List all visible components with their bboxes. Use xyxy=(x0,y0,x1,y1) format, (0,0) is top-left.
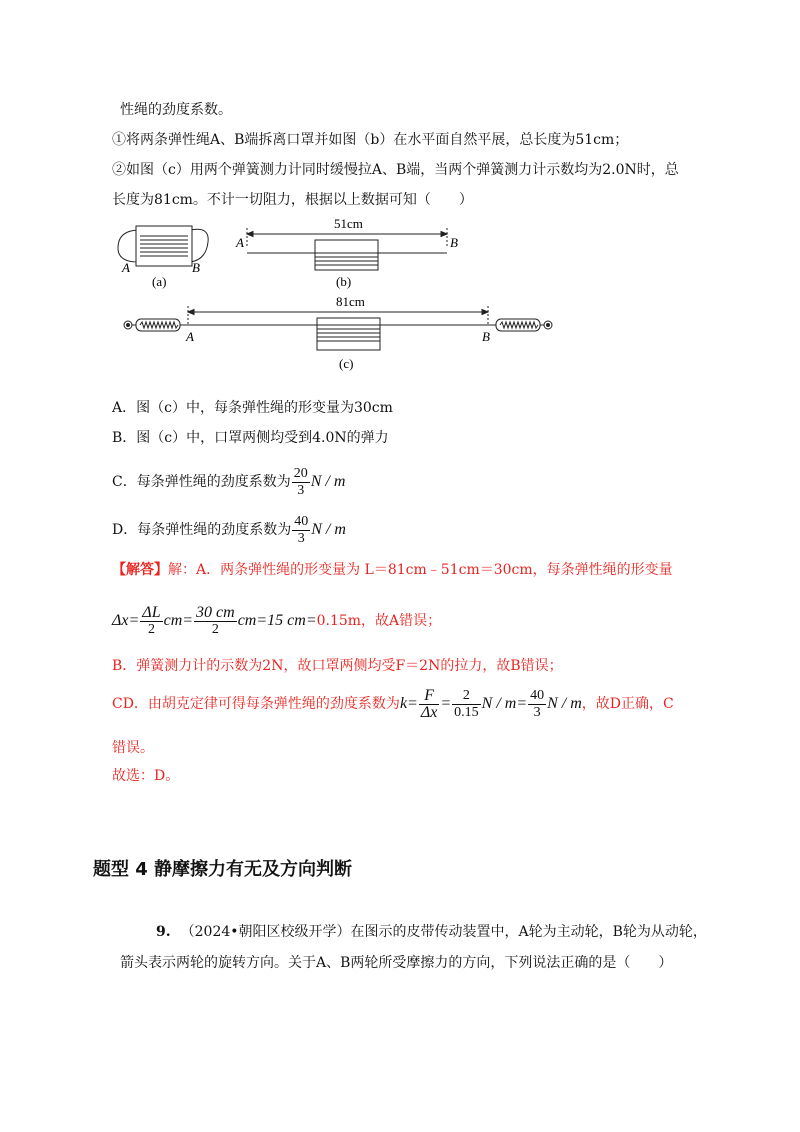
option-d-fraction xyxy=(292,514,310,547)
figure-b-mask xyxy=(247,240,447,270)
formula-den-015: 0.15 xyxy=(454,704,479,720)
option-a: A．图（c）中，每条弹性绳的形变量为30cm xyxy=(112,400,393,416)
option-c-fraction xyxy=(292,466,310,499)
answer-tag: 【解答】 xyxy=(112,562,168,578)
option-d-den: 3 xyxy=(297,530,305,546)
answer-line-1 xyxy=(112,560,673,580)
intro-step-2a: ②如图（c）用两个弹簧测力计同时缓慢拉A、B端，当两个弹簧测力计示数均为2.0N时，总 xyxy=(112,162,679,178)
figure-c-length: 81cm xyxy=(336,294,365,309)
formula-2-over-015 xyxy=(452,688,481,721)
figure-b-label-a: A xyxy=(236,235,244,250)
option-b: B．图（c）中，口罩两侧均受到4.0N的弹力 xyxy=(112,430,389,446)
answer-formula-1: Δx= $\frac{\Delta L}{2}$ cm= $\frac{30 cm}{2}$ cm=15 cm=0.15m，故A错误； xyxy=(112,603,442,637)
option-c-text: C．每条弹性绳的劲度系数为 xyxy=(112,474,291,490)
figure-a-label-a: A xyxy=(122,260,130,275)
figure-a-caption: (a) xyxy=(152,274,167,289)
answer-line-4-head: CD．由胡克定律可得每条弹性绳的劲度系数为 xyxy=(112,696,400,712)
formula-30cm-over-2 xyxy=(194,605,237,638)
formula-k: k xyxy=(399,695,408,712)
formula-30cm: 30 cm xyxy=(196,603,235,621)
formula-two-b: 2 xyxy=(211,621,219,637)
formula-dx: Δx xyxy=(112,612,129,629)
answer-line-4: CD．由胡克定律可得每条弹性绳的劲度系数为k= $\frac{F}{\Delta x}$ = $\frac{2}{0.15}$ N / m= $\frac{40}{3}$ N / m，故D正确，C xyxy=(112,686,674,721)
option-d xyxy=(112,510,346,550)
formula-cm-a: cm xyxy=(163,612,183,629)
answer-line-5: 错误。 xyxy=(112,740,154,756)
formula-40-over-3 xyxy=(528,688,546,721)
formula-num-40: 40 xyxy=(530,687,545,703)
question-9-line-2: 箭头表示两轮的旋转方向。关于A、B两轮所受摩擦力的方向，下列说法正确的是（ ） xyxy=(120,955,673,971)
answer-line-3: B．弹簧测力计的示数为2N，故口罩两侧均受F＝2N的拉力，故B错误； xyxy=(112,658,563,674)
formula-den-3: 3 xyxy=(533,704,541,720)
option-c-num: 20 xyxy=(293,465,308,481)
figure-b-length: 51cm xyxy=(334,216,363,231)
left-spring-scale xyxy=(124,319,188,331)
answer-line-2-tail: 0.15m，故A错误； xyxy=(316,613,442,629)
answer-line-6: 故选：D。 xyxy=(112,768,180,784)
figure-b-label-b: B xyxy=(450,235,458,250)
formula-dl-over-2 xyxy=(140,605,162,638)
figure-c-mask xyxy=(188,318,488,350)
formula-f-over-dx xyxy=(419,688,440,721)
formula-15cm: 15 cm xyxy=(267,612,306,629)
figure-c-label-b: B xyxy=(482,329,490,344)
formula-unit-b: N / m xyxy=(547,695,582,712)
formula-cm-b: cm xyxy=(237,612,257,629)
figure-c-caption: (c) xyxy=(339,356,354,371)
formula-num-2: 2 xyxy=(452,688,481,705)
mask-spring-figure xyxy=(110,212,590,382)
formula-dl: ΔL xyxy=(142,603,161,621)
option-d-unit: N / m xyxy=(311,521,346,538)
option-c-unit: N / m xyxy=(310,473,346,490)
option-c xyxy=(112,462,345,502)
formula-two-a: 2 xyxy=(147,621,155,637)
option-c-den: 3 xyxy=(297,482,305,498)
formula-dx2: Δx xyxy=(420,703,438,721)
figure-a-label-b: B xyxy=(192,260,200,275)
figure-b-caption: (b) xyxy=(336,274,352,289)
formula-f: F xyxy=(419,688,440,705)
intro-step-1: ①将两条弹性绳A、B端拆离口罩并如图（b）在水平面自然平展，总长度为51cm； xyxy=(112,132,629,148)
figure-c-label-a: A xyxy=(186,329,194,344)
right-spring-scale xyxy=(488,319,552,331)
question-9-text-1: （2024•朝阳区校级开学）在图示的皮带传动装置中，A轮为主动轮，B轮为从动轮， xyxy=(180,924,707,940)
formula-unit-a: N / m xyxy=(481,695,517,712)
question-9-line-1 xyxy=(156,922,707,942)
answer-line-1-text: 解：A．两条弹性绳的形变量为 L＝81cm﹣51cm＝30cm，每条弹性绳的形变量 xyxy=(168,562,673,578)
intro-step-2b: 长度为81cm。不计一切阻力，根据以上数据可知（ ） xyxy=(112,192,473,208)
intro-line-1: 性绳的劲度系数。 xyxy=(120,102,232,118)
question-9-number: 9. xyxy=(156,924,171,940)
option-d-text: D．每条弹性绳的劲度系数为 xyxy=(112,522,292,538)
section-title: 题型 4 静摩擦力有无及方向判断 xyxy=(93,859,353,880)
option-d-num: 40 xyxy=(294,513,309,529)
answer-line-4-tail: ，故D正确，C xyxy=(581,696,674,712)
